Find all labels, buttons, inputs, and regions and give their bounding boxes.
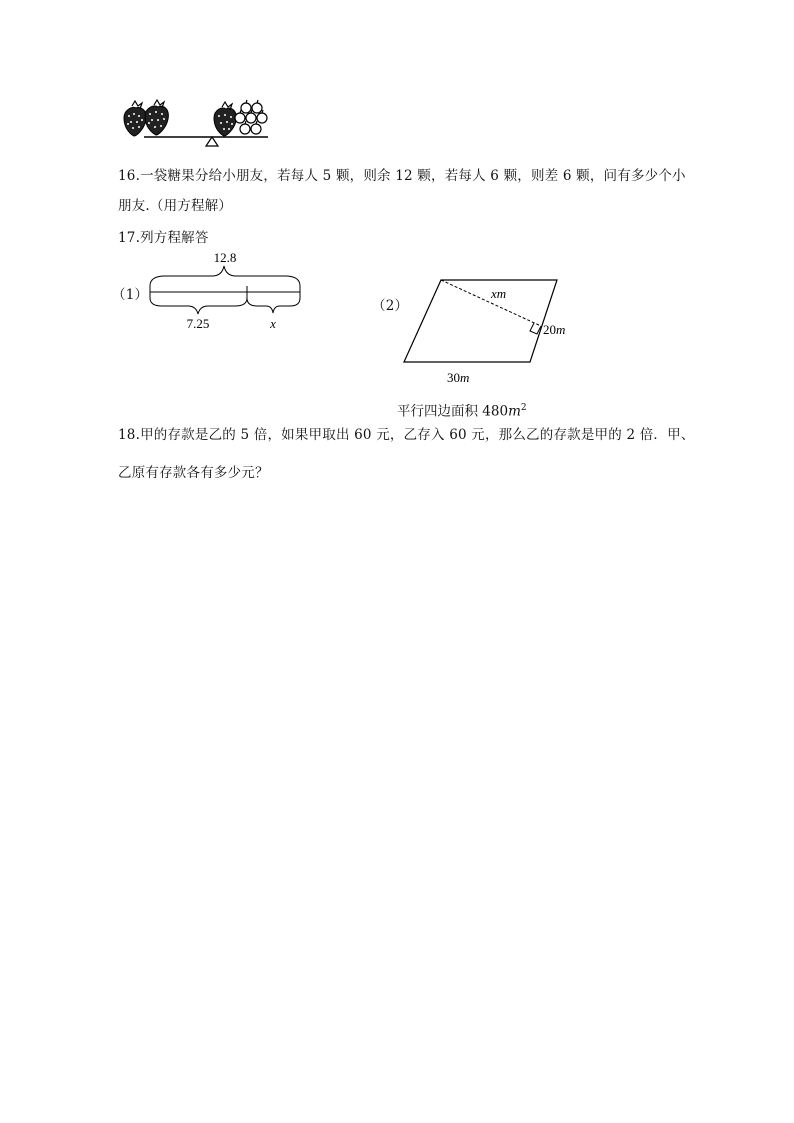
- area-caption-text: 平行四边面积 480: [397, 403, 509, 420]
- side-label: 20m: [543, 322, 566, 337]
- question-17-title: 17.列方程解答: [118, 230, 209, 246]
- area-caption: [397, 398, 527, 422]
- area-caption-unit: m: [508, 403, 521, 420]
- right-bottom-brace: [247, 298, 300, 313]
- strawberry-icon: [214, 102, 236, 136]
- top-brace: [150, 266, 300, 286]
- segment-diagram-svg: [140, 248, 310, 338]
- parallelogram-svg: [395, 272, 595, 392]
- area-caption-exponent: 2: [520, 403, 527, 413]
- question-18-line-2: 乙原有存款各有多少元？: [118, 465, 269, 481]
- left-segment-label: 7.25: [186, 316, 210, 331]
- balance-scale-svg: [118, 98, 278, 156]
- base-label: 30m: [447, 370, 470, 385]
- scale-fulcrum: [206, 137, 218, 146]
- question-16-line-1: 16.一袋糖果分给小朋友，若每人 5 颗，则余 12 颗，若每人 6 颗，则差 6 颗，问有多少个小: [118, 168, 686, 184]
- balance-scale-figure: [118, 98, 278, 156]
- right-segment-label: x: [270, 316, 276, 331]
- apple-icon: [235, 100, 267, 134]
- segment-diagram: [140, 248, 310, 338]
- strawberry-icon: [124, 101, 146, 136]
- total-length-label: 12.8: [213, 250, 237, 265]
- left-bottom-brace: [150, 298, 247, 314]
- parallelogram-diagram: [395, 272, 595, 392]
- strawberry-icon: [145, 100, 168, 135]
- part-1-label: （1）: [112, 287, 149, 303]
- question-18-line-1: 18.甲的存款是乙的 5 倍，如果甲取出 60 元，乙存入 60 元，那么乙的存款是甲的 2 倍．甲、: [118, 427, 695, 443]
- parallelogram-shape: [404, 280, 557, 362]
- question-16-line-2: 朋友.（用方程解）: [118, 198, 233, 214]
- part-2-label: （2）: [372, 298, 409, 314]
- height-label: xm: [491, 286, 507, 301]
